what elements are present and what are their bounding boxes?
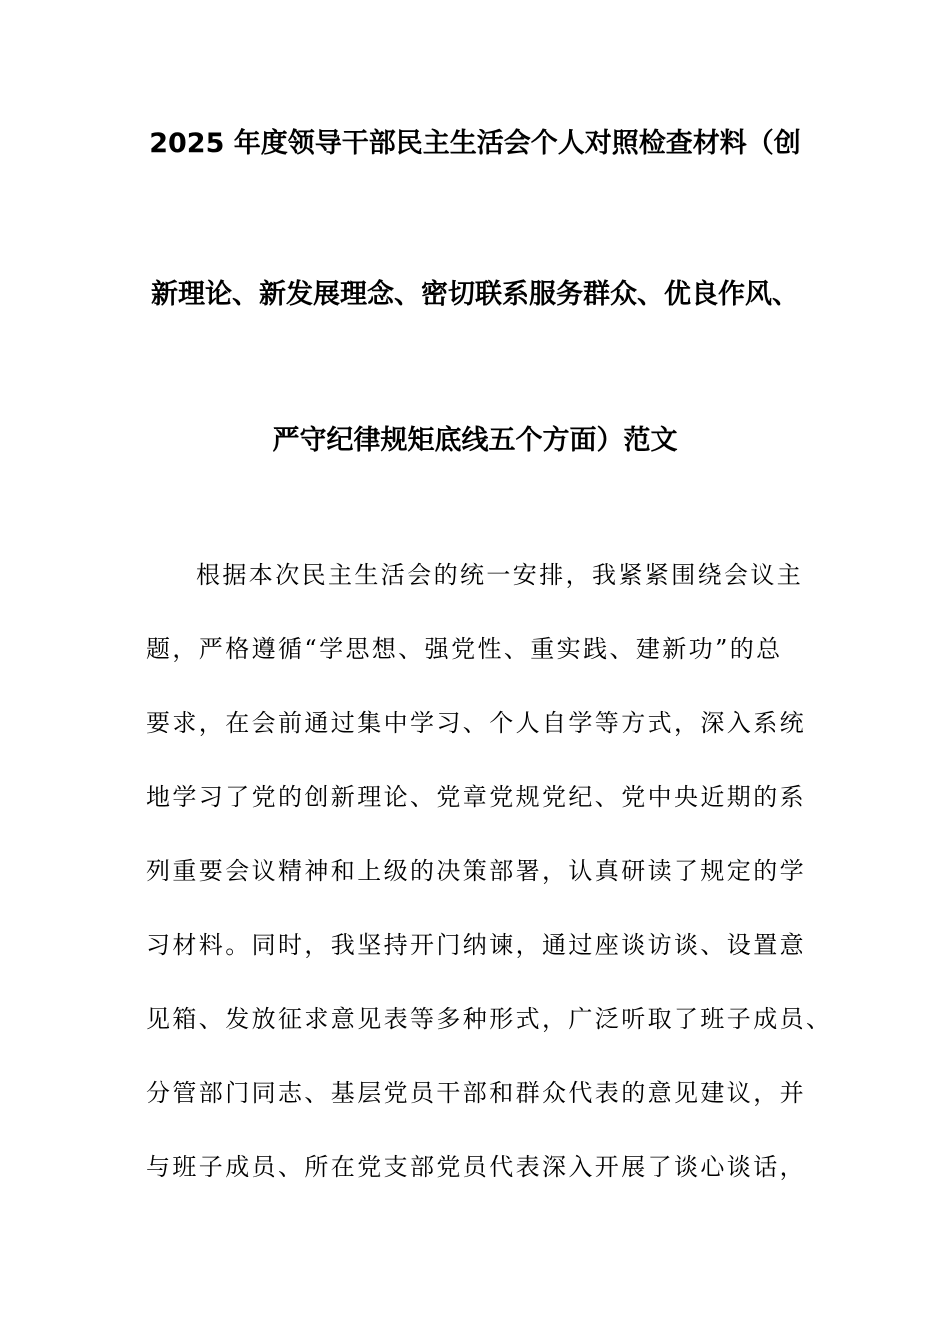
body-line-2: 题，严格遵循“学思想、强党性、重实践、建新功”的总 xyxy=(146,635,783,663)
body-line-5: 列重要会议精神和上级的决策部署，认真研读了规定的学 xyxy=(146,857,806,885)
body-line-6: 习材料。同时，我坚持开门纳谏，通过座谈访谈、设置意 xyxy=(146,931,806,959)
document-title-line-2: 新理论、新发展理念、密切联系服务群众、优良作风、 xyxy=(151,279,799,310)
body-line-1: 根据本次民主生活会的统一安排，我紧紧围绕会议主 xyxy=(196,561,804,589)
body-line-9: 与班子成员、所在党支部党员代表深入开展了谈心谈话， xyxy=(146,1153,806,1181)
body-line-3: 要求，在会前通过集中学习、个人自学等方式，深入系统 xyxy=(146,709,806,737)
body-line-8: 分管部门同志、基层党员干部和群众代表的意见建议，并 xyxy=(146,1079,806,1107)
document-title-line-1: 2025 年度领导干部民主生活会个人对照检查材料（创 xyxy=(149,128,801,159)
document-title-line-3: 严守纪律规矩底线五个方面）范文 xyxy=(272,425,678,456)
body-line-4: 地学习了党的创新理论、党章党规党纪、党中央近期的系 xyxy=(146,783,806,811)
body-line-7: 见箱、发放征求意见表等多种形式，广泛听取了班子成员、 xyxy=(146,1005,833,1033)
